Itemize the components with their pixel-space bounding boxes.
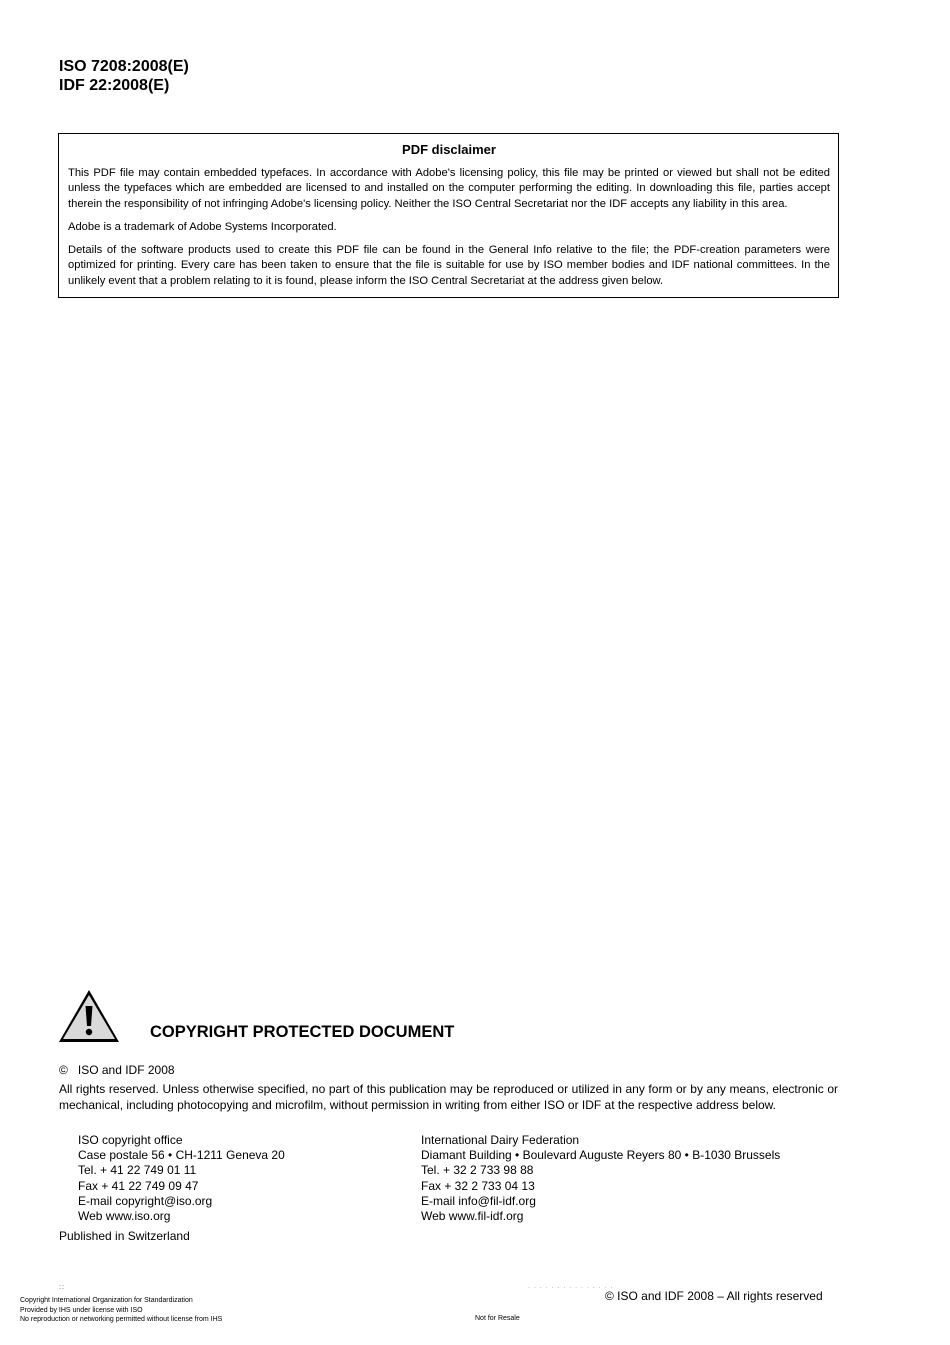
iso-office-fax: Fax + 41 22 749 09 47	[78, 1178, 199, 1193]
license-line: Provided by IHS under license with ISO	[20, 1306, 143, 1314]
idf-office-email: E-mail info@fil-idf.org	[421, 1193, 536, 1208]
disclaimer-paragraph-details: Details of the software products used to create this PDF file can be found in the General Info relative to the file; the PDF-creation parameters were optimized for printing. Every care has been taken to ensure that the file is suitable for use by ISO member bodies and IDF national committees. In the unlikely event that a problem relating to it is found, please inform the ISO Central Secretariat at the address given below.	[68, 244, 830, 287]
iso-office-name: ISO copyright office	[78, 1133, 183, 1147]
pdf-disclaimer-box	[58, 133, 839, 298]
copyright-holder-line	[59, 1063, 175, 1078]
idf-office-name: International Dairy Federation	[421, 1133, 580, 1147]
scan-artifact-dots: . . . . . . . . . . . . . . .	[528, 1283, 614, 1290]
iso-standard-number: ISO 7208:2008(E)	[59, 58, 189, 75]
scan-artifact-dots: ::	[59, 1284, 65, 1291]
copyright-symbol: ©	[59, 1063, 68, 1077]
published-location: Published in Switzerland	[59, 1229, 190, 1243]
idf-office-address	[421, 1133, 780, 1224]
document-identifier	[59, 57, 189, 95]
iso-office-address	[78, 1133, 285, 1224]
idf-standard-number: IDF 22:2008(E)	[59, 77, 170, 94]
footer-copyright: © ISO and IDF 2008 – All rights reserved	[605, 1289, 823, 1303]
copyright-title: COPYRIGHT PROTECTED DOCUMENT	[150, 1023, 455, 1041]
iso-office-email: E-mail copyright@iso.org	[78, 1193, 213, 1208]
disclaimer-paragraph-typefaces: This PDF file may contain embedded typefaces. In accordance with Adobe's licensing policy, this file may be printed or viewed but shall not be edited unless the typefaces which are embedded are licensed to and installed on the computer performing the editing. In downloading this file, parties accept therein the responsibility of not infringing Adobe's licensing policy. Neither the ISO Central Secretariat nor the IDF accepts any liability in this area.	[68, 167, 830, 210]
rights-statement: All rights reserved. Unless otherwise specified, no part of this publication may be reproduced or utilized in any form or by any means, electronic or mechanical, including photocopying and microfilm, without permission in writing from either ISO or IDF at the respective address below.	[59, 1082, 838, 1112]
idf-office-tel: Tel. + 32 2 733 98 88	[421, 1163, 534, 1178]
disclaimer-title: PDF disclaimer	[402, 142, 496, 157]
license-notice	[20, 1296, 222, 1325]
disclaimer-paragraph-trademark: Adobe is a trademark of Adobe Systems Incorporated.	[68, 220, 337, 233]
license-line: Copyright International Organization for Standardization	[20, 1297, 193, 1304]
warning-triangle-icon	[57, 988, 121, 1044]
license-line: No reproduction or networking permitted without license from IHS	[20, 1316, 223, 1323]
iso-office-tel: Tel. + 41 22 749 01 11	[78, 1163, 197, 1178]
idf-office-fax: Fax + 32 2 733 04 13	[421, 1178, 535, 1193]
not-for-resale-notice: Not for Resale	[475, 1315, 520, 1322]
iso-office-postal: Case postale 56 • CH-1211 Geneva 20	[78, 1148, 285, 1163]
iso-office-web: Web www.iso.org	[78, 1209, 171, 1224]
copyright-holder: ISO and IDF 2008	[77, 1063, 175, 1077]
idf-office-postal: Diamant Building • Boulevard Auguste Reyers 80 • B-1030 Brussels	[421, 1148, 781, 1163]
idf-office-web: Web www.fil-idf.org	[421, 1209, 524, 1224]
